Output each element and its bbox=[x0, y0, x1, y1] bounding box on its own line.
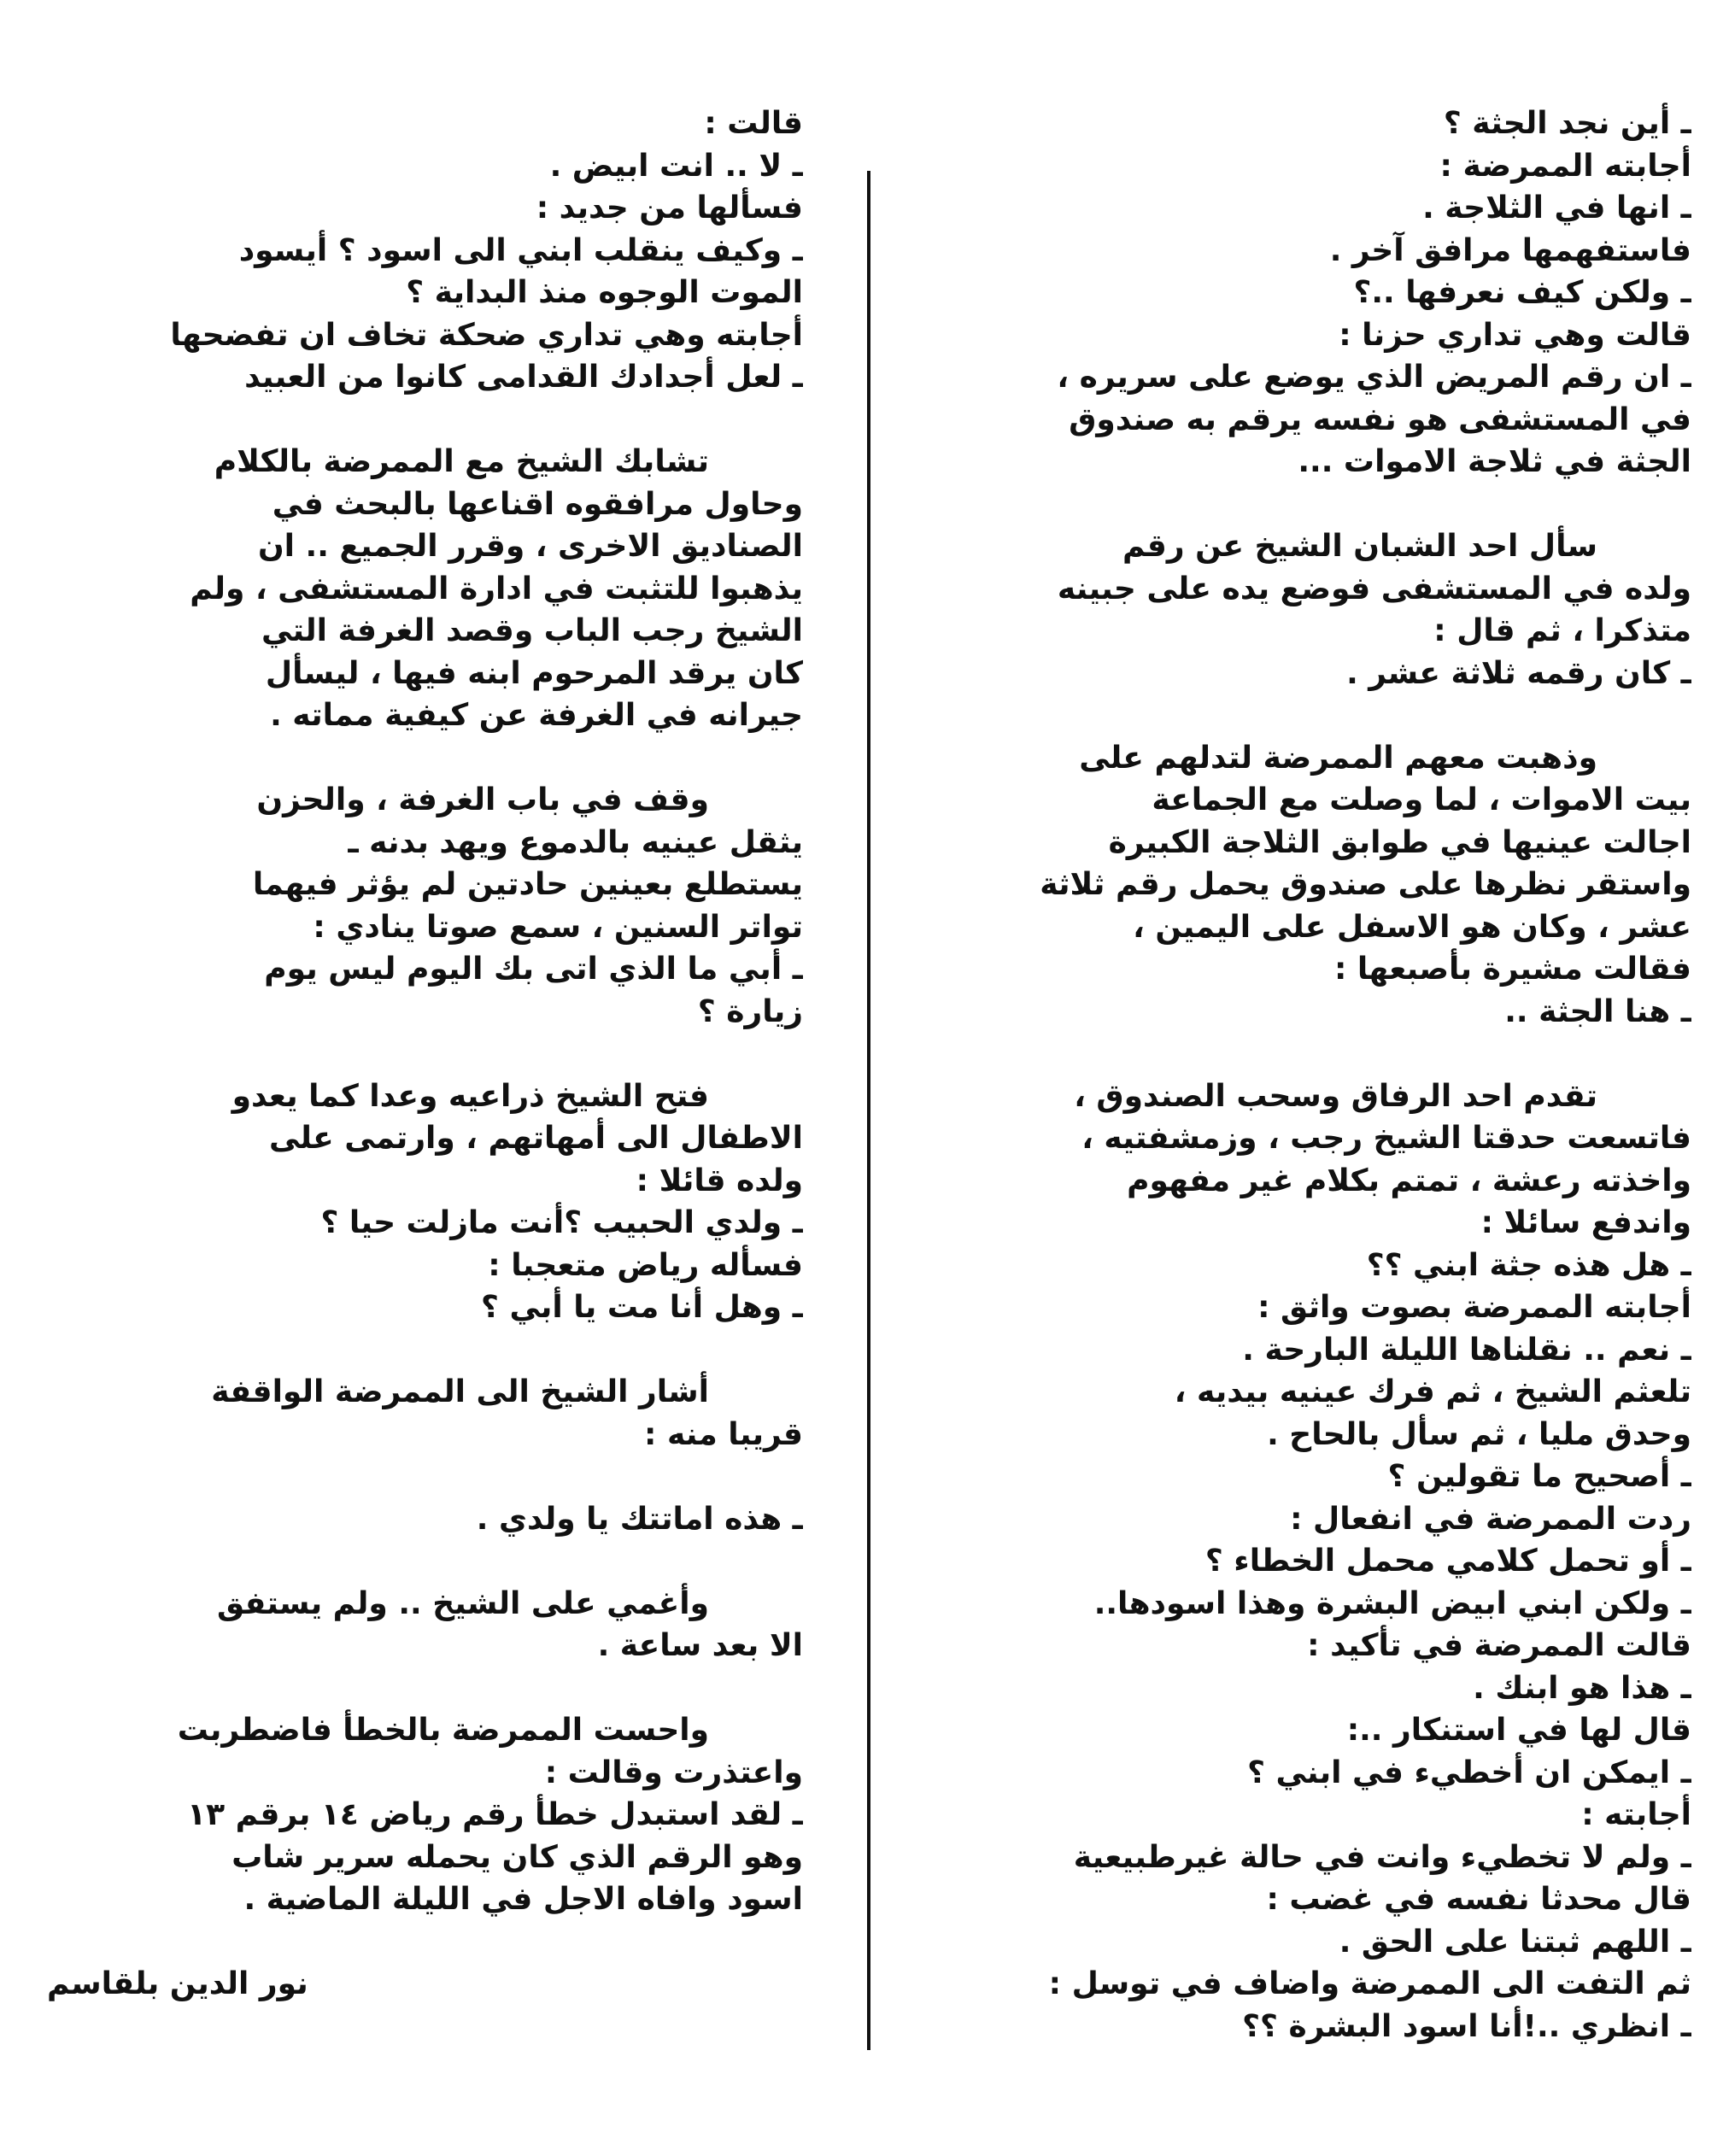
paragraph-gap bbox=[47, 737, 803, 780]
text-line: الاطفال الى أمهاتهم ، وارتمى على bbox=[269, 1121, 803, 1156]
text-line: ـ هذا هو ابنك . bbox=[1473, 1670, 1691, 1706]
text-line: الموت الوجوه منذ البداية ؟ bbox=[406, 275, 803, 310]
text-line: وهو الرقم الذي كان يحمله سرير شاب bbox=[232, 1839, 803, 1875]
text-line: يستطلع بعينين حادتين لم يؤثر فيهما bbox=[252, 867, 803, 902]
text-line: أجابته وهي تداري ضحكة تخاف ان تفضحها bbox=[170, 317, 803, 353]
paragraph-gap bbox=[923, 694, 1691, 737]
text-line: ـ هل هذه جثة ابني ؟؟ bbox=[1366, 1247, 1691, 1283]
text-line: ـ ولدي الحبيب ؟أنت مازلت حيا ؟ bbox=[320, 1205, 803, 1240]
text-line: فاتسعت حدقتا الشيخ رجب ، وزمشفتيه ، bbox=[1081, 1121, 1691, 1156]
right-text-column bbox=[923, 103, 1691, 2048]
text-line: أجابته الممرضة : bbox=[1439, 148, 1691, 184]
text-line: ـ هذه اماتتك يا ولدي . bbox=[476, 1501, 803, 1537]
text-line: ـ انها في الثلاجة . bbox=[1422, 190, 1691, 226]
text-line: اجالت عينيها في طوابق الثلاجة الكبيرة bbox=[1108, 824, 1691, 860]
text-line: كان يرقد المرحوم ابنه فيها ، ليسأل bbox=[265, 655, 803, 691]
text-line: الصناديق الاخرى ، وقرر الجميع .. ان bbox=[257, 529, 803, 564]
author-signature: نور الدين بلقاسم bbox=[47, 1966, 308, 2001]
text-line: فسأله رياض متعجبا : bbox=[488, 1247, 803, 1283]
column-divider bbox=[867, 171, 870, 2050]
paragraph-gap bbox=[47, 1540, 803, 1583]
text-line: قريبا منه : bbox=[644, 1416, 803, 1452]
text-line: ـ انظري ..!أنا اسود البشرة ؟؟ bbox=[1242, 2008, 1691, 2044]
text-line: وقف في باب الغرفة ، والحزن bbox=[256, 782, 709, 817]
paragraph-gap bbox=[47, 1329, 803, 1372]
text-line: ردت الممرضة في انفعال : bbox=[1290, 1501, 1691, 1537]
text-line: اسود وافاه الاجل في الليلة الماضية . bbox=[243, 1882, 803, 1917]
text-line: فتح الشيخ ذراعيه وعدا كما يعدو bbox=[232, 1078, 709, 1114]
text-line: تواتر السنين ، سمع صوتا ينادي : bbox=[313, 909, 803, 945]
text-line: في المستشفى هو نفسه يرقم به صندوق bbox=[1069, 401, 1691, 437]
text-line: ولده قائلا : bbox=[636, 1163, 803, 1198]
text-line: أجابته الممرضة بصوت واثق : bbox=[1257, 1290, 1691, 1325]
text-line: فقالت مشيرة بأصبعها : bbox=[1333, 952, 1691, 987]
text-line: تشابك الشيخ مع الممرضة بالكلام bbox=[214, 444, 709, 479]
text-line: الا بعد ساعة . bbox=[597, 1628, 803, 1663]
text-line: ـ كان رقمه ثلاثة عشر . bbox=[1346, 655, 1691, 691]
paragraph-gap bbox=[923, 483, 1691, 526]
text-line: ـ وهل أنا مت يا أبي ؟ bbox=[481, 1290, 803, 1325]
text-line: ـ أين نجد الجثة ؟ bbox=[1443, 106, 1691, 141]
text-line: قال محدثا نفسه في غضب : bbox=[1266, 1882, 1691, 1917]
text-line: فاستفهمها مرافق آخر . bbox=[1329, 232, 1691, 268]
text-line: متذكرا ، ثم قال : bbox=[1433, 613, 1691, 648]
text-line: واندفع سائلا : bbox=[1480, 1205, 1691, 1240]
text-line: قالت الممرضة في تأكيد : bbox=[1307, 1628, 1691, 1663]
left-text-column bbox=[47, 103, 803, 2006]
text-line: تلعثم الشيخ ، ثم فرك عينيه بيديه ، bbox=[1174, 1374, 1691, 1409]
text-line: زيارة ؟ bbox=[697, 993, 803, 1029]
text-line: ـ ايمكن ان أخطيء في ابني ؟ bbox=[1247, 1755, 1691, 1790]
text-line: ـ اللهم ثبتنا على الحق . bbox=[1339, 1924, 1691, 1960]
text-line: ـ ولكن ابني ابيض البشرة وهذا اسودها.. bbox=[1093, 1585, 1691, 1621]
text-line: ـ لقد استبدل خطأ رقم رياض ١٤ برقم ١٣ bbox=[187, 1797, 803, 1832]
text-line: ـ ولم لا تخطيء وانت في حالة غيرطبيعية bbox=[1073, 1839, 1691, 1875]
text-line: قالت وهي تداري حزنا : bbox=[1339, 317, 1691, 353]
text-line: وحاول مرافقوه اقناعها بالبحث في bbox=[272, 486, 803, 522]
text-line: واخذته رعشة ، تمتم بكلام غير مفهوم bbox=[1127, 1163, 1691, 1198]
text-line: ـ نعم .. نقلناها الليلة البارحة . bbox=[1242, 1332, 1691, 1368]
text-line: جيرانه في الغرفة عن كيفية مماته . bbox=[270, 698, 803, 733]
text-line: ـ ولكن كيف نعرفها ..؟ bbox=[1353, 275, 1691, 310]
text-line: ـ أو تحمل كلامي محمل الخطاء ؟ bbox=[1204, 1544, 1691, 1579]
text-line: ثم التفت الى الممرضة واضاف في توسل : bbox=[1048, 1966, 1691, 2001]
text-line: وحدق مليا ، ثم سأل بالحاح . bbox=[1267, 1416, 1691, 1452]
text-line: تقدم احد الرفاق وسحب الصندوق ، bbox=[1074, 1078, 1597, 1114]
text-line: يثقل عينيه بالدموع ويهد بدنه ـ bbox=[348, 824, 803, 860]
text-line: وأغمي على الشيخ .. ولم يستفق bbox=[216, 1585, 709, 1621]
paragraph-gap bbox=[47, 1667, 803, 1710]
text-line: واستقر نظرها على صندوق يحمل رقم ثلاثة bbox=[1040, 867, 1691, 902]
text-line: ـ ان رقم المريض الذي يوضع على سريره ، bbox=[1057, 360, 1691, 395]
text-line: واحست الممرضة بالخطأ فاضطربت bbox=[177, 1713, 709, 1748]
paragraph-gap bbox=[47, 1033, 803, 1075]
text-line: فسألها من جديد : bbox=[536, 190, 803, 226]
paragraph-gap bbox=[47, 1921, 803, 1964]
text-line: عشر ، وكان هو الاسفل على اليمين ، bbox=[1133, 909, 1691, 945]
text-line: قالت : bbox=[704, 106, 803, 141]
text-line: ـ وكيف ينقلب ابني الى اسود ؟ أيسود bbox=[238, 232, 803, 268]
left-column-body bbox=[47, 103, 803, 1921]
paragraph-gap bbox=[923, 1033, 1691, 1075]
text-line: ـ أبي ما الذي اتى بك اليوم ليس يوم bbox=[264, 952, 803, 987]
text-line: يذهبوا للتثبت في ادارة المستشفى ، ولم bbox=[190, 571, 803, 606]
text-line: بيت الاموات ، لما وصلت مع الجماعة bbox=[1152, 782, 1691, 817]
text-line: الجثة في ثلاجة الاموات ... bbox=[1298, 444, 1691, 479]
text-line: أشار الشيخ الى الممرضة الواقفة bbox=[211, 1374, 709, 1409]
text-line: ـ أصحيح ما تقولين ؟ bbox=[1387, 1459, 1691, 1494]
text-line: ـ هنا الجثة .. bbox=[1504, 993, 1691, 1029]
text-line: ـ لا .. انت ابيض . bbox=[549, 148, 803, 184]
paragraph-gap bbox=[47, 399, 803, 442]
text-line: وذهبت معهم الممرضة لتدلهم على bbox=[1079, 740, 1597, 776]
text-line: واعتذرت وقالت : bbox=[544, 1755, 803, 1790]
text-line: الشيخ رجب الباب وقصد الغرفة التي bbox=[261, 613, 803, 648]
text-line: ولده في المستشفى فوضع يده على جبينه bbox=[1057, 571, 1691, 606]
text-line: قال لها في استنكار ..: bbox=[1346, 1713, 1691, 1748]
text-line: سأل احد الشبان الشيخ عن رقم bbox=[1122, 529, 1597, 564]
text-line: أجابته : bbox=[1581, 1797, 1691, 1832]
text-line: ـ لعل أجدادك القدامى كانوا من العبيد bbox=[244, 360, 803, 395]
paragraph-gap bbox=[47, 1456, 803, 1498]
